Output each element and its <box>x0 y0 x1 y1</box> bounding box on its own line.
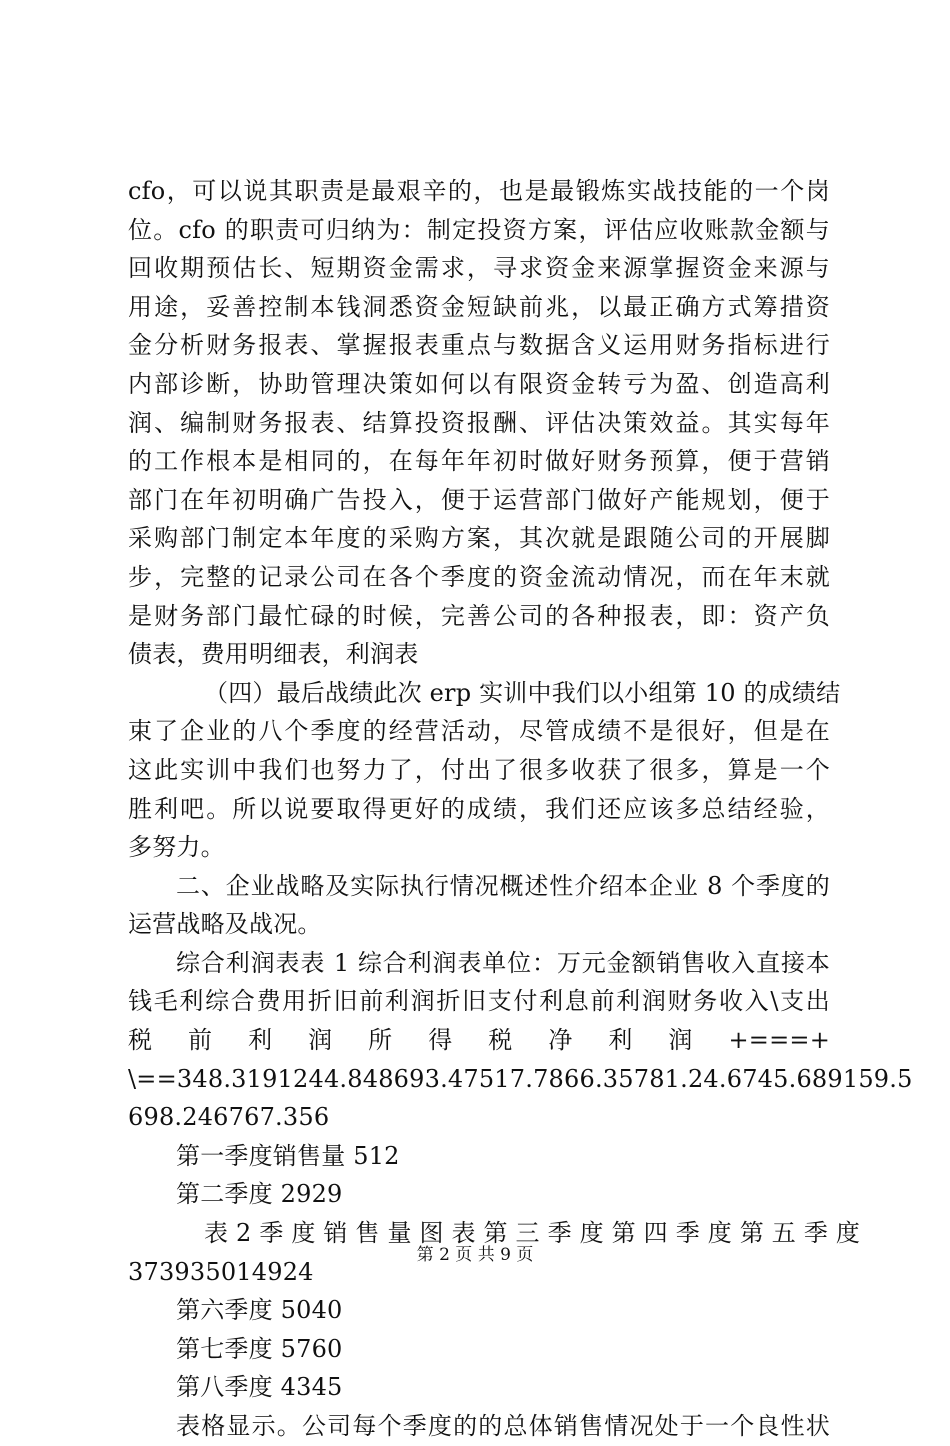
text-line: 束了企业的八个季度的经营活动，尽管成绩不是很好，但是在 <box>128 717 830 746</box>
text-line: 这此实训中我们也努力了，付出了很多收获了很多，算是一个 <box>128 755 830 784</box>
page-footer: 第 2 页 共 9 页 <box>416 1245 534 1265</box>
text-line: （四）最后战绩此次 erp 实训中我们以小组第 10 的成绩结 <box>204 678 841 707</box>
text-line: 位。cfo 的职责可归纳为：制定投资方案，评估应收账款金额与 <box>128 215 830 244</box>
text-line: \==348.3191244.848693.47517.7866.35781.24.6745.689159.5 <box>128 1064 913 1093</box>
text-line: cfo，可以说其职责是最艰辛的，也是最锻炼实战技能的一个岗 <box>128 177 830 205</box>
text-line: 债表，费用明细表，利润表 <box>128 640 419 669</box>
text-line: 胜利吧。所以说要取得更好的成绩，我们还应该多总结经验， <box>128 794 830 823</box>
text-line: 钱毛利综合费用折旧前利润折旧支付利息前利润财务收入\支出 <box>128 987 830 1016</box>
text-line: 表格显示。公司每个季度的的总体销售情况处于一个良性状 <box>176 1412 830 1440</box>
text-line: 运营战略及战况。 <box>128 910 322 939</box>
text-line: 第七季度 5760 <box>176 1334 343 1363</box>
text-line: 部门在年初明确广告投入，便于运营部门做好产能规划，便于 <box>128 485 830 514</box>
text-line: 回收期预估长、短期资金需求，寻求资金来源掌握资金来源与 <box>128 254 830 283</box>
text-line: 698.246767.356 <box>128 1103 330 1132</box>
text-line: 润、编制财务报表、结算投资报酬、评估决策效益。其实每年 <box>128 408 830 437</box>
text-line: 第八季度 4345 <box>176 1373 343 1402</box>
text-line: 内部诊断，协助管理决策如何以有限资金转亏为盈、创造高利 <box>128 369 830 398</box>
text-line: 是财务部门最忙碌的时候，完善公司的各种报表，即：资产负 <box>128 601 830 630</box>
text-line: 第六季度 5040 <box>176 1296 343 1325</box>
text-line: 第二季度 2929 <box>176 1180 343 1209</box>
text-line: 表 2 季 度 销 售 量 图 表 第 三 季 度 第 四 季 度 第 五 季 度 <box>204 1219 861 1248</box>
text-line: 的工作根本是相同的，在每年年初时做好财务预算，便于营销 <box>128 447 830 476</box>
text-line: 步，完整的记录公司在各个季度的资金流动情况，而在年末就 <box>128 562 830 591</box>
text-line: 用途，妥善控制本钱洞悉资金短缺前兆，以最正确方式筹措资 <box>128 292 830 321</box>
text-line: 综合利润表表 1 综合利润表单位：万元金额销售收入直接本 <box>176 948 830 977</box>
text-line: 多努力。 <box>128 833 225 862</box>
text-line: 采购部门制定本年度的采购方案，其次就是跟随公司的开展脚 <box>128 524 830 553</box>
text-line: 373935014924 <box>128 1257 314 1286</box>
text-line: 第一季度销售量 512 <box>176 1141 400 1170</box>
section-heading: 二、企业战略及实际执行情况概述性介绍本企业 8 个季度的 <box>176 871 830 900</box>
text-line: 税 前 利 润 所 得 税 净 利 润 +===+ <box>128 1026 830 1055</box>
text-line: 金分析财务报表、掌握报表重点与数据含义运用财务指标进行 <box>128 331 830 360</box>
